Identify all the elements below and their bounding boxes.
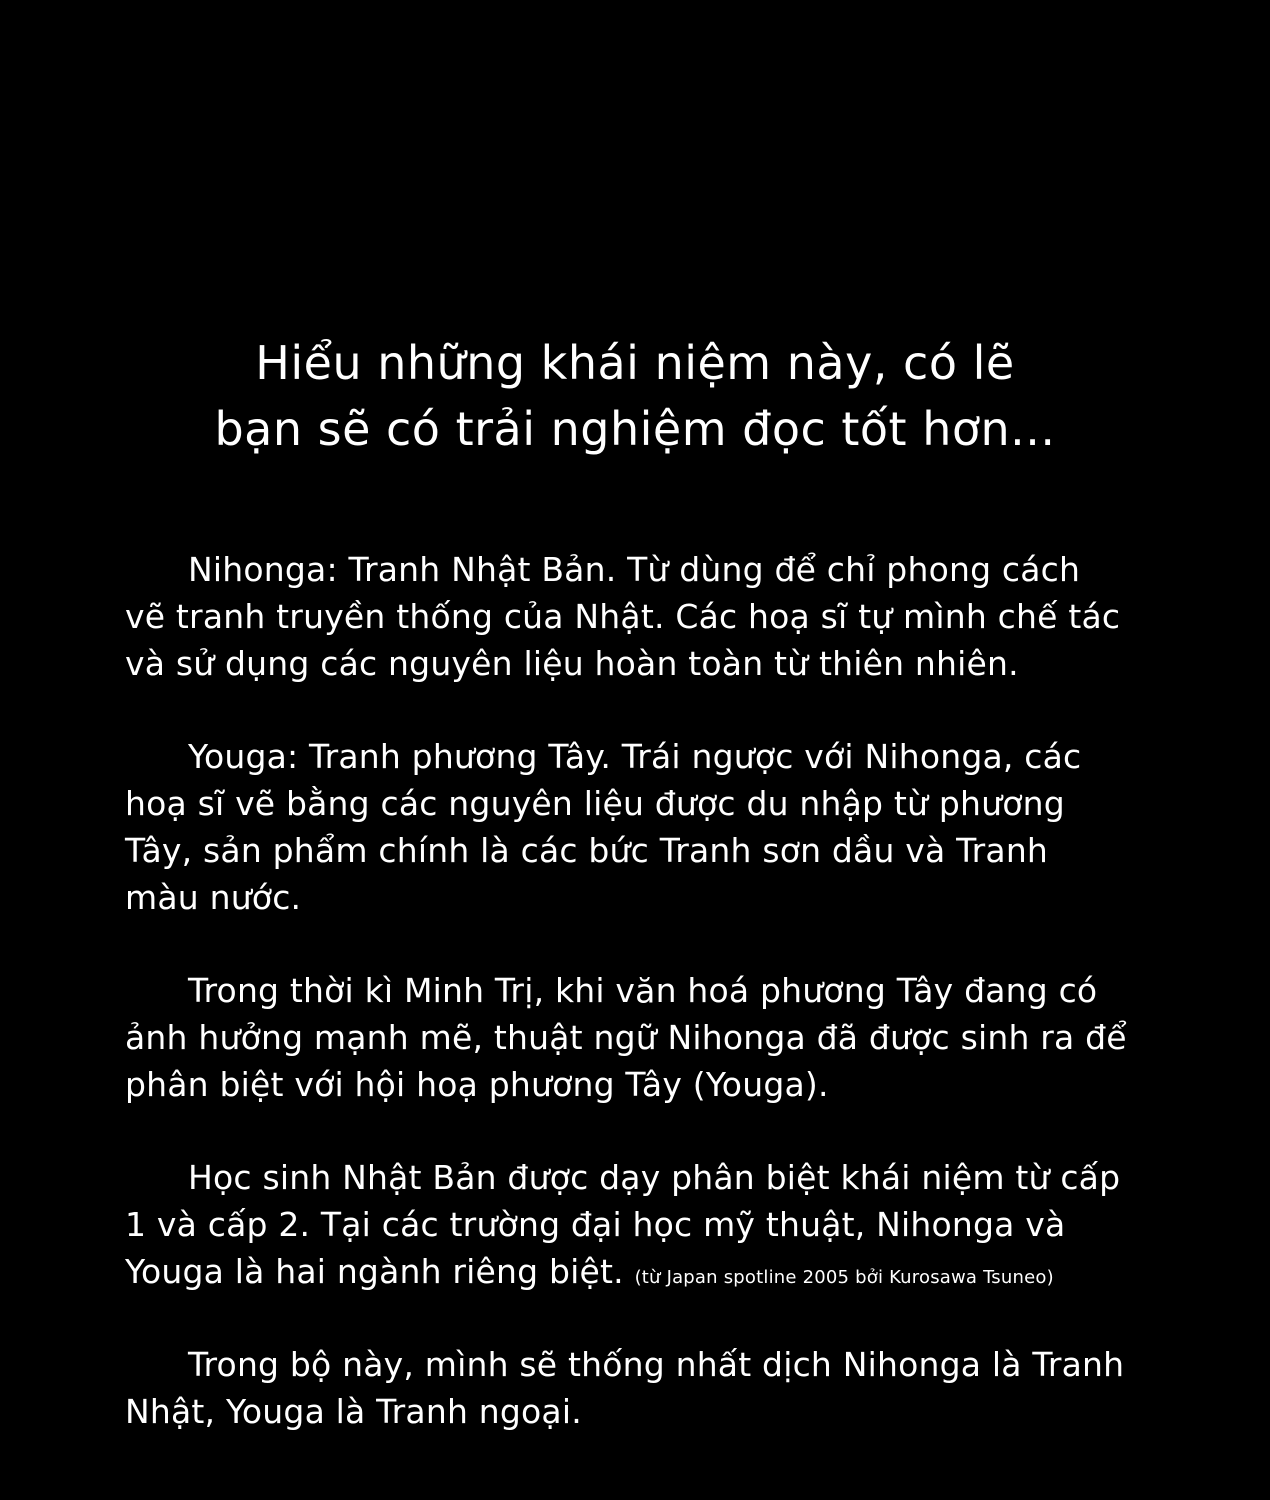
paragraph-line bbox=[125, 1248, 1155, 1301]
paragraph-line: hoạ sĩ vẽ bằng các nguyên liệu được du nhập từ phương bbox=[125, 784, 1065, 823]
paragraph-line: vẽ tranh truyền thống của Nhật. Các hoạ sĩ tự mình chế tác bbox=[125, 597, 1121, 636]
paragraph-line: Học sinh Nhật Bản được dạy phân biệt khái niệm từ cấp bbox=[188, 1158, 1121, 1197]
paragraph-translation-note bbox=[125, 1341, 1155, 1435]
paragraph-youga bbox=[125, 733, 1155, 921]
paragraph-line: màu nước. bbox=[125, 878, 302, 917]
source-note: (từ Japan spotline 2005 bởi Kurosawa Tsuneo) bbox=[634, 1267, 1054, 1288]
paragraph-line: và sử dụng các nguyên liệu hoàn toàn từ thiên nhiên. bbox=[125, 644, 1019, 683]
paragraph-line: Tây, sản phẩm chính là các bức Tranh sơn dầu và Tranh bbox=[125, 831, 1049, 870]
heading-line-1: Hiểu những khái niệm này, có lẽ bbox=[255, 336, 1015, 390]
paragraph-line: Youga: Tranh phương Tây. Trái ngược với Nihonga, các bbox=[188, 737, 1082, 776]
page-heading bbox=[0, 330, 1270, 462]
paragraph-line: Trong thời kì Minh Trị, khi văn hoá phương Tây đang có bbox=[188, 971, 1098, 1010]
paragraph-line: Nhật, Youga là Tranh ngoại. bbox=[125, 1392, 582, 1431]
paragraph-line-text: Youga là hai ngành riêng biệt. bbox=[125, 1252, 624, 1291]
paragraph-line: Trong bộ này, mình sẽ thống nhất dịch Nihonga là Tranh bbox=[188, 1345, 1125, 1384]
paragraph-line: ảnh hưởng mạnh mẽ, thuật ngữ Nihonga đã được sinh ra để bbox=[125, 1018, 1127, 1057]
paragraph-meiji bbox=[125, 967, 1155, 1108]
paragraph-line: phân biệt với hội hoạ phương Tây (Youga). bbox=[125, 1065, 829, 1104]
heading-line-2: bạn sẽ có trải nghiệm đọc tốt hơn... bbox=[214, 402, 1056, 456]
paragraph-line: 1 và cấp 2. Tại các trường đại học mỹ thuật, Nihonga và bbox=[125, 1205, 1066, 1244]
paragraph-nihonga bbox=[125, 546, 1155, 687]
paragraph-students bbox=[125, 1154, 1155, 1301]
paragraph-line: Nihonga: Tranh Nhật Bản. Từ dùng để chỉ phong cách bbox=[188, 550, 1081, 589]
